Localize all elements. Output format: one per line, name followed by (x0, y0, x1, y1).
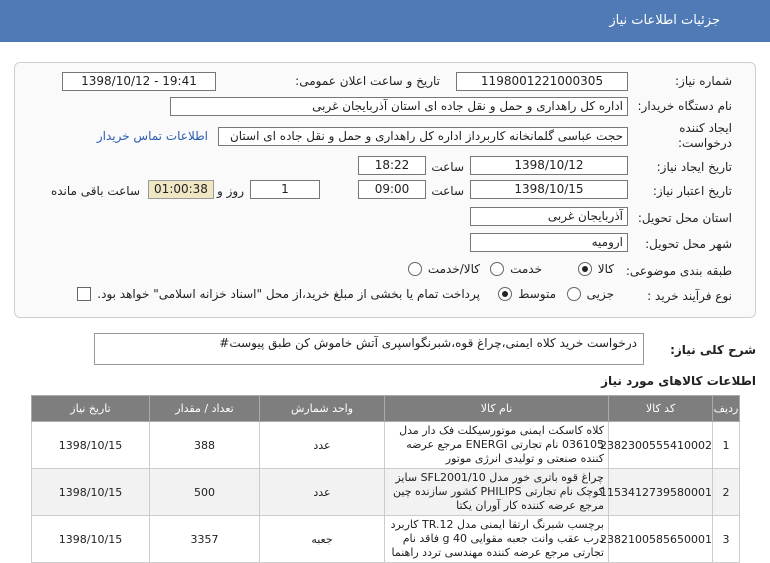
validity-time-label: ساعت (431, 184, 464, 198)
payment-treasury-checkbox[interactable] (77, 287, 91, 301)
row-number: 3 (713, 516, 740, 563)
page-title: جزئیات اطلاعات نیاز (609, 13, 720, 28)
process-radio-minor[interactable] (567, 287, 581, 301)
creator-label-line2: درخواست: (678, 136, 732, 150)
buyer-contact-link[interactable]: اطلاعات تماس خریدار (96, 129, 208, 143)
validity-date-field: 1398/10/15 (470, 180, 628, 199)
column-header: نام کالا (385, 396, 609, 422)
validity-days-label: روز و (217, 184, 244, 198)
validity-time-field: 09:00 (358, 180, 426, 199)
category-option-service[interactable] (490, 262, 542, 276)
need-number-label: شماره نیاز: (675, 74, 732, 88)
goods-code: 2382300555410002 (609, 422, 713, 469)
province-field: آذربایجان غربی (470, 207, 628, 226)
category-option-label: کالا (597, 262, 614, 276)
validity-label: تاریخ اعتبار نیاز: (652, 184, 732, 198)
buyer-label: نام دستگاه خریدار: (637, 99, 732, 113)
creator-label-line1: ایجاد کننده (679, 121, 732, 135)
goods-name: برچسب شبرنگ ارتقا ایمنی مدل TR.12 کاربرد درب عقب وانت جعبه مقوایی 40 g فاقد نام تجارتی مرجع عرضه کننده مهندسی تردد راهنما (385, 516, 609, 563)
goods-name: کلاه کاسکت ایمنی موتورسیکلت فک دار مدل 036105 نام تجارتی ENERGI مرجع عرضه کننده صنعتی و تولیدی انرژی موتور (385, 422, 609, 469)
validity-days-field: 1 (250, 180, 320, 199)
process-label: نوع فرآیند خرید : (647, 289, 732, 303)
goods-table-header (32, 396, 740, 422)
category-option-goods-service[interactable] (408, 262, 480, 276)
description-field: درخواست خرید کلاه ایمنی،چراغ قوه،شبرنگواسپری آتش خاموش کن طبق پیوست# (94, 333, 644, 365)
goods-section-title: اطلاعات کالاهای مورد نیاز (601, 374, 756, 388)
category-option-label: کالا/خدمت (427, 262, 480, 276)
description-label: شرح کلی نیاز: (670, 343, 756, 357)
column-header: ردیف (713, 396, 740, 422)
city-label: شهر محل تحویل: (645, 237, 732, 251)
goods-unit: عدد (260, 469, 385, 516)
category-radio-goods[interactable] (578, 262, 592, 276)
process-option-label: جزیی (586, 287, 614, 301)
process-option-label: متوسط (518, 287, 556, 301)
header-bar (0, 0, 770, 42)
goods-qty: 388 (150, 422, 260, 469)
created-label: تاریخ ایجاد نیاز: (656, 160, 732, 174)
column-header: کد کالا (609, 396, 713, 422)
city-field: ارومیه (470, 233, 628, 252)
category-option-label: خدمت (510, 262, 542, 276)
creator-field: حجت عباسی گلمانخانه کاربرداز اداره کل راهداری و حمل و نقل جاده ای استان (218, 127, 628, 146)
column-header: تعداد / مقدار (150, 396, 260, 422)
goods-unit: جعبه (260, 516, 385, 563)
process-radio-medium[interactable] (498, 287, 512, 301)
category-radio-goods-service[interactable] (408, 262, 422, 276)
category-label: طبقه بندی موضوعی: (625, 264, 732, 278)
goods-date: 1398/10/15 (32, 516, 150, 563)
table-row (32, 469, 740, 516)
process-option-medium[interactable] (498, 287, 556, 301)
goods-date: 1398/10/15 (32, 469, 150, 516)
goods-unit: عدد (260, 422, 385, 469)
table-row (32, 516, 740, 563)
column-header: تاریخ نیاز (32, 396, 150, 422)
goods-name: چراغ قوه باتری خور مدل SFL2001/10 سایز کوچک نام تجارتی PHILIPS کشور سازنده چین مرجع عرضه کننده کار آوران یکتا (385, 469, 609, 516)
payment-treasury-note: پرداخت تمام یا بخشی از مبلغ خرید،از محل "اسناد خزانه اسلامی" خواهد بود. (97, 287, 480, 301)
created-time-field: 18:22 (358, 156, 426, 175)
remaining-time-label: ساعت باقی مانده (50, 184, 140, 198)
row-number: 1 (713, 422, 740, 469)
category-option-goods[interactable] (578, 262, 614, 276)
goods-date: 1398/10/15 (32, 422, 150, 469)
column-header: واحد شمارش (260, 396, 385, 422)
goods-table (31, 395, 740, 563)
buyer-field: اداره کل راهداری و حمل و نقل جاده ای استان آذربایجان غربی (170, 97, 628, 116)
remaining-time-field: 01:00:38 (148, 180, 214, 199)
announce-label: تاریخ و ساعت اعلان عمومی: (295, 74, 440, 88)
payment-treasury-checkbox-row[interactable] (77, 287, 480, 301)
need-number-field: 1198001221000305 (456, 72, 628, 91)
province-label: استان محل تحویل: (637, 211, 732, 225)
created-date-field: 1398/10/12 (470, 156, 628, 175)
process-option-minor[interactable] (567, 287, 614, 301)
table-row (32, 422, 740, 469)
category-radio-service[interactable] (490, 262, 504, 276)
goods-code: 1153412739580001 (609, 469, 713, 516)
created-time-label: ساعت (431, 160, 464, 174)
announce-field: 1398/10/12 - 19:41 (62, 72, 216, 91)
row-number: 2 (713, 469, 740, 516)
goods-qty: 500 (150, 469, 260, 516)
goods-code: 2382100585650001 (609, 516, 713, 563)
goods-qty: 3357 (150, 516, 260, 563)
